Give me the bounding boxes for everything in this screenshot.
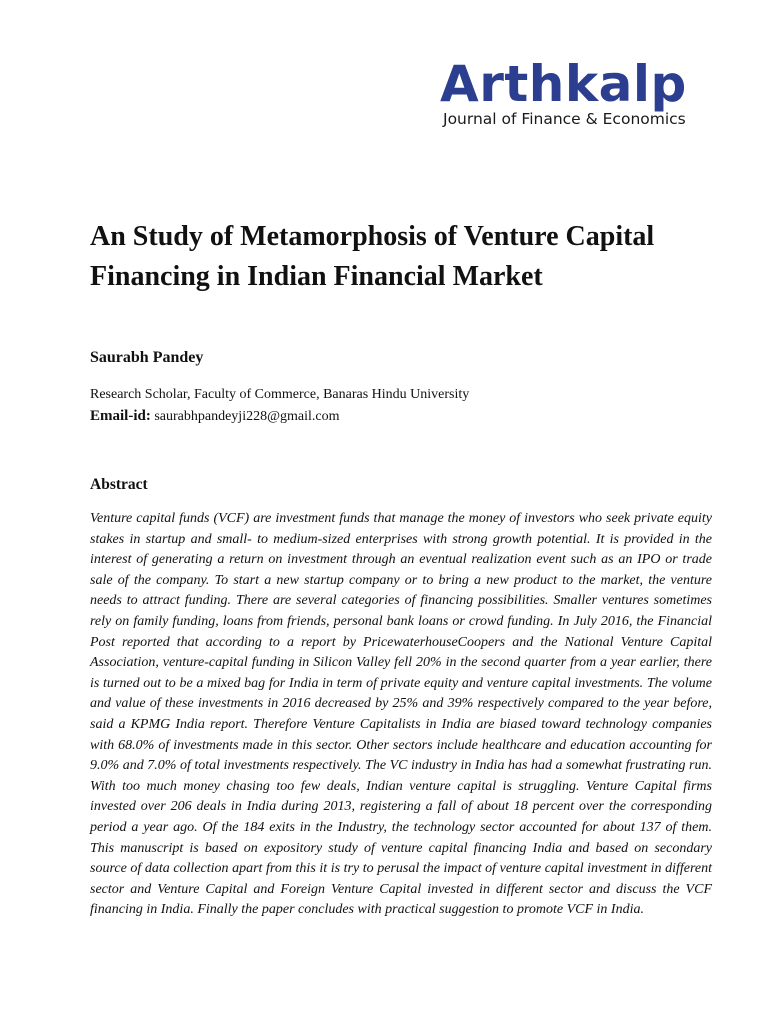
author-name: Saurabh Pandey: [90, 349, 204, 366]
abstract-heading: Abstract: [90, 476, 148, 493]
journal-logo: [440, 56, 710, 128]
email-label: Email-id:: [90, 408, 151, 424]
paper-title: An Study of Metamorphosis of Venture Capital Financing in Indian Financial Market: [90, 221, 655, 292]
abstract-body: Venture capital funds (VCF) are investment funds that manage the money of investors who seek private equity stakes in startup and small- to medium-sized enterprises with strong growth potential. It is provided in the interest of generating a return on investment through an eventual realization event such as an IPO or trade sale of the company. To start a new startup company or to bring a new product to the market, the venture needs to attract funding. There are several categories of financing possibilities. Smaller ventures sometimes rely on family funding, loans from friends, personal bank loans or crowd funding. In July 2016, the Financial Post reported that according to a report by PricewaterhouseCoopers and the National Venture Capital Association, venture-capital funding in Silicon Valley fell 20% in the second quarter from a year earlier, there is turned out to be a mixed bag for India in term of private equity and venture capital investments. The volume and value of these investments in 2016 decreased by 25% and 39% respectively compared to the year before, said a KPMG India report. Therefore Venture Capitalists in India are biased toward technology companies with 68.0% of investments made in this sector. Other sectors include healthcare and education accounting for 9.0% and 7.0% of total investments respectively. The VC industry in India has had a somewhat frustrating run. With too much money chasing too few deals, Indian venture capital is struggling. Venture Capital firms invested over 206 deals in India during 2013, registering a fall of about 18 percent over the corresponding period a year ago. Of the 184 exits in the Industry, the technology sector accounted for about 137 of them. This manuscript is based on expository study of venture capital financing India and based on secondary source of data collection apart from this it is try to perusal the impact of venture capital investment in different sector and Venture Capital and Foreign Venture Capital invested in different sector and discuss the VCF financing in India. Finally the paper concludes with practical suggestion to promote VCF in India.: [90, 511, 712, 918]
journal-subtitle: Journal of Finance & Economics: [443, 110, 686, 128]
logo-wordmark: Arthkalp: [440, 55, 687, 113]
email-address[interactable]: saurabhpandeyji228@gmail.com: [154, 409, 340, 424]
author-affiliation: Research Scholar, Faculty of Commerce, Banaras Hindu University: [90, 387, 470, 402]
email-line: [90, 406, 339, 427]
